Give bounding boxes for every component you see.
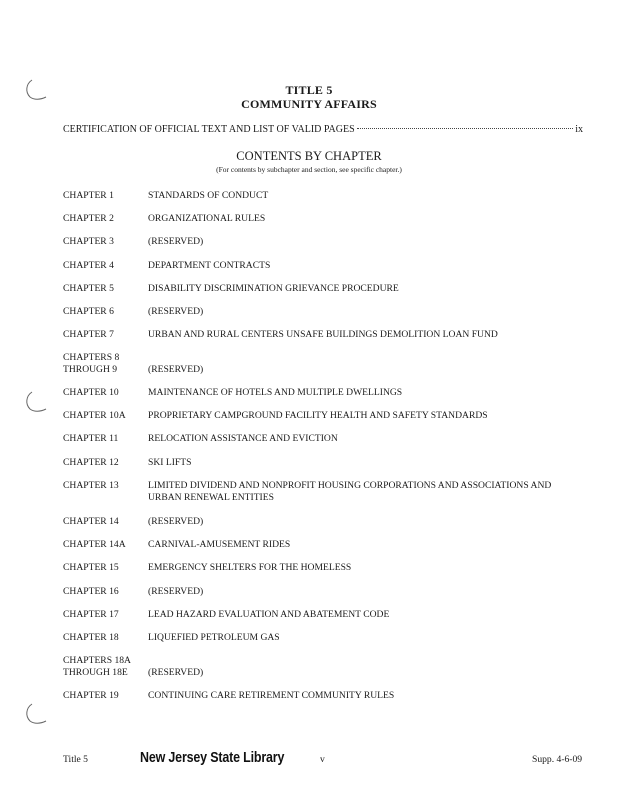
chapter-number: CHAPTER 7 (63, 329, 114, 340)
chapter-number: CHAPTER 18 (63, 632, 119, 643)
page-number: v (320, 754, 325, 765)
chapter-title: RELOCATION ASSISTANCE AND EVICTION (148, 433, 338, 444)
title-number: TITLE 5 (285, 83, 333, 97)
punch-hole-mark-bottom (22, 702, 48, 728)
chapter-number-line2: THROUGH 9 (63, 364, 118, 375)
chapter-number: CHAPTER 12 (63, 457, 119, 468)
chapter-title: (RESERVED) (148, 364, 204, 375)
chapter-number: CHAPTER 19 (63, 690, 119, 701)
chapter-number: CHAPTER 15 (63, 562, 119, 573)
supplement-date: Supp. 4-6-09 (532, 754, 583, 765)
library-stamp: New Jersey State Library (140, 750, 285, 766)
chapter-title: URBAN AND RURAL CENTERS UNSAFE BUILDINGS DEMOLITION LOAN FUND (148, 329, 498, 340)
chapter-title: (RESERVED) (148, 667, 204, 678)
chapter-number: CHAPTER 17 (63, 609, 119, 620)
chapter-number: CHAPTER 1 (63, 190, 114, 201)
chapter-title: LEAD HAZARD EVALUATION AND ABATEMENT CODE (148, 609, 390, 620)
chapter-number: CHAPTER 5 (63, 283, 114, 294)
chapter-number: CHAPTER 14A (63, 539, 126, 550)
contents-note: (For contents by subchapter and section, see specific chapter.) (216, 165, 402, 174)
punch-hole-mark-middle (22, 390, 48, 416)
chapter-number: CHAPTER 16 (63, 586, 119, 597)
chapter-number: CHAPTER 4 (63, 260, 114, 271)
chapter-title-line1: LIMITED DIVIDEND AND NONPROFIT HOUSING CORPORATIONS AND ASSOCIATIONS AND (148, 480, 552, 491)
chapter-number: CHAPTER 14 (63, 516, 119, 527)
contents-heading: CONTENTS BY CHAPTER (236, 149, 382, 163)
chapter-title: DEPARTMENT CONTRACTS (148, 260, 271, 271)
title-name: COMMUNITY AFFAIRS (241, 97, 377, 111)
chapter-number: CHAPTER 2 (63, 213, 114, 224)
chapter-title: (RESERVED) (148, 516, 204, 527)
chapter-number (63, 352, 148, 376)
certification-text: CERTIFICATION OF OFFICIAL TEXT AND LIST OF VALID PAGES (63, 124, 355, 135)
footer-title: Title 5 (63, 754, 88, 765)
chapter-title: PROPRIETARY CAMPGROUND FACILITY HEALTH AND SAFETY STANDARDS (148, 410, 488, 421)
chapter-number: CHAPTER 10 (63, 387, 119, 398)
chapter-title: (RESERVED) (148, 586, 204, 597)
certification-line (63, 124, 583, 135)
certification-page: ix (575, 124, 583, 135)
chapter-title: (RESERVED) (148, 306, 204, 317)
chapter-number: CHAPTER 13 (63, 480, 119, 491)
chapter-number: CHAPTER 11 (63, 433, 119, 444)
chapter-title: CONTINUING CARE RETIREMENT COMMUNITY RULES (148, 690, 395, 701)
chapter-title: STANDARDS OF CONDUCT (148, 190, 269, 201)
chapter-title (148, 480, 588, 504)
chapter-number-line1: CHAPTERS 8 (63, 352, 120, 363)
chapter-title-line2: URBAN RENEWAL ENTITIES (148, 492, 274, 503)
chapter-title: DISABILITY DISCRIMINATION GRIEVANCE PROCEDURE (148, 283, 399, 294)
chapter-number (63, 655, 148, 679)
chapter-title: MAINTENANCE OF HOTELS AND MULTIPLE DWELLINGS (148, 387, 403, 398)
chapter-number: CHAPTER 6 (63, 306, 114, 317)
chapter-title: LIQUEFIED PETROLEUM GAS (148, 632, 280, 643)
chapter-title: (RESERVED) (148, 236, 204, 247)
chapter-number: CHAPTER 10A (63, 410, 126, 421)
chapter-title: EMERGENCY SHELTERS FOR THE HOMELESS (148, 562, 352, 573)
chapter-number: CHAPTER 3 (63, 236, 114, 247)
chapter-title: SKI LIFTS (148, 457, 192, 468)
chapter-number-line2: THROUGH 18E (63, 667, 128, 678)
leader-dots (357, 128, 574, 129)
chapter-title: CARNIVAL-AMUSEMENT RIDES (148, 539, 291, 550)
chapter-title: ORGANIZATIONAL RULES (148, 213, 266, 224)
chapter-number-line1: CHAPTERS 18A (63, 655, 131, 666)
